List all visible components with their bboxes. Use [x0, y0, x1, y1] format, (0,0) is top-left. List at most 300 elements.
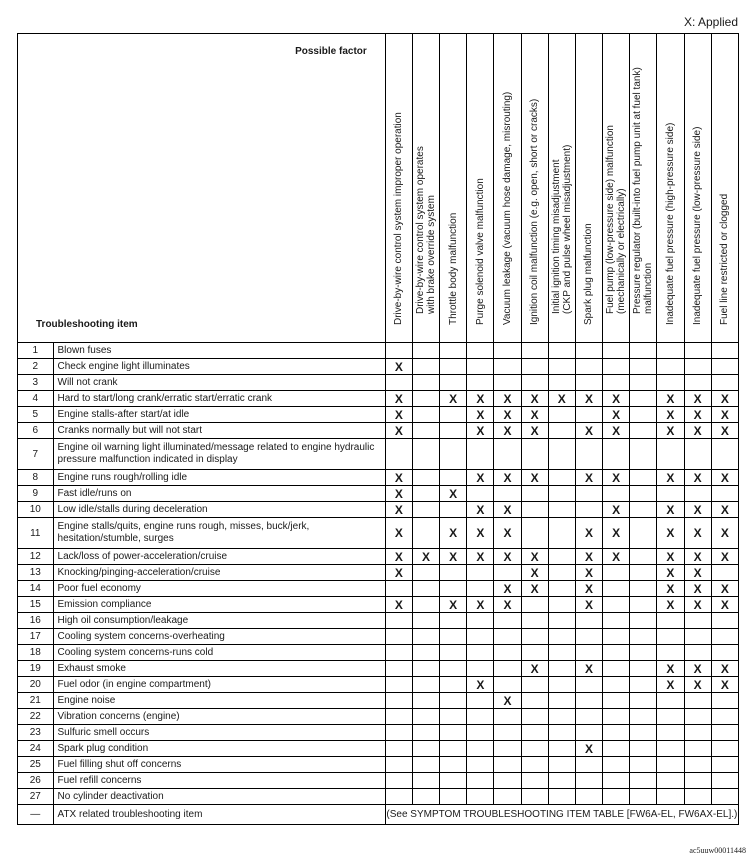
mark-cell: [548, 565, 575, 581]
table-row: [18, 725, 739, 741]
applied-mark: X: [467, 549, 494, 565]
mark-cell: [521, 757, 548, 773]
mark-cell: [467, 789, 494, 805]
applied-mark: X: [575, 581, 602, 597]
mark-cell: [575, 789, 602, 805]
applied-mark: X: [467, 407, 494, 423]
mark-cell: [385, 661, 412, 677]
mark-cell: [684, 629, 711, 645]
mark-cell: [630, 645, 657, 661]
mark-cell: [494, 613, 521, 629]
mark-cell: [603, 789, 630, 805]
applied-mark: X: [440, 597, 467, 613]
mark-cell: [440, 629, 467, 645]
row-number: 17: [18, 629, 54, 645]
applied-mark: X: [575, 741, 602, 757]
mark-cell: [412, 629, 439, 645]
applied-mark: X: [684, 549, 711, 565]
mark-cell: [630, 725, 657, 741]
legend-label: X: Applied: [683, 15, 738, 29]
applied-mark: X: [385, 597, 412, 613]
mark-cell: [385, 439, 412, 470]
mark-cell: [630, 518, 657, 549]
mark-cell: [711, 645, 738, 661]
row-item: No cylinder deactivation: [53, 789, 385, 805]
mark-cell: [467, 439, 494, 470]
mark-cell: [412, 359, 439, 375]
mark-cell: [630, 741, 657, 757]
mark-cell: [440, 645, 467, 661]
applied-mark: X: [467, 391, 494, 407]
mark-cell: [657, 343, 684, 359]
mark-cell: [440, 375, 467, 391]
mark-cell: [630, 343, 657, 359]
mark-cell: [548, 549, 575, 565]
mark-cell: [575, 709, 602, 725]
mark-cell: [494, 789, 521, 805]
mark-cell: [467, 773, 494, 789]
header-row: [18, 34, 739, 343]
mark-cell: [521, 486, 548, 502]
mark-cell: [603, 581, 630, 597]
row-item: Lack/loss of power-acceleration/cruise: [53, 549, 385, 565]
mark-cell: [440, 789, 467, 805]
mark-cell: [385, 757, 412, 773]
mark-cell: [467, 343, 494, 359]
factor-header: [630, 34, 657, 343]
applied-mark: X: [385, 423, 412, 439]
mark-cell: [657, 725, 684, 741]
row-item: Cranks normally but will not start: [53, 423, 385, 439]
row-number: 22: [18, 709, 54, 725]
mark-cell: [467, 486, 494, 502]
row-number: 2: [18, 359, 54, 375]
applied-mark: X: [657, 581, 684, 597]
factor-label: [583, 223, 594, 325]
mark-cell: [521, 677, 548, 693]
applied-mark: X: [494, 693, 521, 709]
mark-cell: [575, 375, 602, 391]
applied-mark: X: [711, 518, 738, 549]
row-number: 18: [18, 645, 54, 661]
mark-cell: [385, 375, 412, 391]
applied-mark: X: [494, 407, 521, 423]
mark-cell: [385, 789, 412, 805]
applied-mark: X: [657, 549, 684, 565]
mark-cell: [548, 502, 575, 518]
table-row: [18, 549, 739, 565]
mark-cell: [521, 375, 548, 391]
mark-cell: [385, 343, 412, 359]
mark-cell: [412, 757, 439, 773]
mark-cell: [412, 661, 439, 677]
applied-mark: X: [684, 581, 711, 597]
table-row: [18, 439, 739, 470]
mark-cell: [494, 677, 521, 693]
mark-cell: [467, 613, 494, 629]
mark-cell: [603, 343, 630, 359]
row-item: Engine noise: [53, 693, 385, 709]
factor-header: [385, 34, 412, 343]
factor-header: [575, 34, 602, 343]
mark-cell: [440, 661, 467, 677]
factor-header: [467, 34, 494, 343]
factor-header: [657, 34, 684, 343]
table-row: [18, 343, 739, 359]
applied-mark: X: [467, 518, 494, 549]
mark-cell: [412, 502, 439, 518]
mark-cell: [521, 613, 548, 629]
row-number: 14: [18, 581, 54, 597]
mark-cell: [412, 565, 439, 581]
applied-mark: X: [412, 549, 439, 565]
row-number: 5: [18, 407, 54, 423]
mark-cell: [521, 693, 548, 709]
table-row: [18, 597, 739, 613]
mark-cell: [440, 757, 467, 773]
row-item: Blown fuses: [53, 343, 385, 359]
mark-cell: [440, 693, 467, 709]
applied-mark: X: [494, 549, 521, 565]
row-item: ATX related troubleshooting item: [53, 805, 385, 825]
mark-cell: [711, 693, 738, 709]
factor-label: [415, 146, 437, 314]
mark-cell: [440, 407, 467, 423]
table-row: [18, 423, 739, 439]
mark-cell: [494, 359, 521, 375]
mark-cell: [603, 693, 630, 709]
mark-cell: [548, 518, 575, 549]
mark-cell: [494, 773, 521, 789]
applied-mark: X: [575, 597, 602, 613]
row-number: 15: [18, 597, 54, 613]
row-item: Low idle/stalls during deceleration: [53, 502, 385, 518]
mark-cell: [440, 343, 467, 359]
factor-label: [529, 99, 540, 325]
applied-mark: X: [494, 518, 521, 549]
row-item: Fast idle/runs on: [53, 486, 385, 502]
mark-cell: [521, 629, 548, 645]
mark-cell: [575, 629, 602, 645]
mark-cell: [440, 773, 467, 789]
mark-cell: [548, 486, 575, 502]
applied-mark: X: [657, 518, 684, 549]
mark-cell: [575, 343, 602, 359]
factor-header: [494, 34, 521, 343]
mark-cell: [603, 613, 630, 629]
factor-header: [440, 34, 467, 343]
factor-label-line: Inadequate fuel pressure (high-pressure side): [664, 122, 676, 325]
applied-mark: X: [521, 470, 548, 486]
factor-label-line: Purge solenoid valve malfunction: [474, 178, 486, 325]
mark-cell: [412, 709, 439, 725]
mark-cell: [494, 757, 521, 773]
mark-cell: [521, 789, 548, 805]
mark-cell: [412, 407, 439, 423]
mark-cell: [412, 693, 439, 709]
mark-cell: [684, 741, 711, 757]
row-number: 23: [18, 725, 54, 741]
mark-cell: [711, 741, 738, 757]
mark-cell: [412, 518, 439, 549]
mark-cell: [711, 773, 738, 789]
mark-cell: [630, 677, 657, 693]
mark-cell: [385, 677, 412, 693]
factor-label: [719, 194, 730, 325]
mark-cell: [575, 693, 602, 709]
possible-factor-label: Possible factor: [295, 46, 367, 57]
mark-cell: [494, 709, 521, 725]
mark-cell: [684, 645, 711, 661]
mark-cell: [630, 486, 657, 502]
mark-cell: [575, 486, 602, 502]
mark-cell: [467, 741, 494, 757]
applied-mark: X: [440, 486, 467, 502]
applied-mark: X: [521, 565, 548, 581]
mark-cell: [385, 693, 412, 709]
row-item: High oil consumption/leakage: [53, 613, 385, 629]
applied-mark: X: [385, 565, 412, 581]
mark-cell: [657, 693, 684, 709]
applied-mark: X: [603, 518, 630, 549]
row-item: Vibration concerns (engine): [53, 709, 385, 725]
table-row: [18, 407, 739, 423]
mark-cell: [603, 677, 630, 693]
row-item: Fuel refill concerns: [53, 773, 385, 789]
mark-cell: [575, 773, 602, 789]
mark-cell: [630, 709, 657, 725]
row-number: 20: [18, 677, 54, 693]
table-row: [18, 645, 739, 661]
mark-cell: [412, 789, 439, 805]
applied-mark: X: [440, 391, 467, 407]
mark-cell: [630, 629, 657, 645]
row-number: 7: [18, 439, 54, 470]
mark-cell: [467, 709, 494, 725]
table-row: [18, 693, 739, 709]
applied-mark: X: [521, 661, 548, 677]
mark-cell: [412, 677, 439, 693]
applied-mark: X: [711, 549, 738, 565]
mark-cell: [603, 629, 630, 645]
row-item: Will not crank: [53, 375, 385, 391]
factor-label: [448, 213, 459, 325]
factor-label-line: Vacuum leakage (vacuum hose damage, misrouting): [502, 91, 513, 325]
mark-cell: [684, 757, 711, 773]
factor-header: [548, 34, 575, 343]
mark-cell: [684, 693, 711, 709]
row-item: Fuel filling shut off concerns: [53, 757, 385, 773]
mark-cell: [657, 439, 684, 470]
mark-cell: [412, 423, 439, 439]
mark-cell: [440, 709, 467, 725]
mark-cell: [630, 773, 657, 789]
applied-mark: X: [684, 518, 711, 549]
mark-cell: [575, 645, 602, 661]
factor-label: [475, 178, 486, 325]
mark-cell: [548, 423, 575, 439]
mark-cell: [494, 645, 521, 661]
atx-reference-note: (See SYMPTOM TROUBLESHOOTING ITEM TABLE [FW6A-EL, FW6AX-EL].): [385, 805, 738, 825]
applied-mark: X: [684, 565, 711, 581]
mark-cell: [385, 773, 412, 789]
mark-cell: [521, 343, 548, 359]
applied-mark: X: [467, 597, 494, 613]
applied-mark: X: [575, 423, 602, 439]
mark-cell: [630, 549, 657, 565]
mark-cell: [603, 757, 630, 773]
table-row: [18, 502, 739, 518]
mark-cell: [467, 661, 494, 677]
mark-cell: [440, 565, 467, 581]
applied-mark: X: [657, 407, 684, 423]
mark-cell: [467, 693, 494, 709]
mark-cell: [684, 789, 711, 805]
applied-mark: X: [657, 423, 684, 439]
applied-mark: X: [603, 470, 630, 486]
header-corner: [18, 34, 386, 343]
applied-mark: X: [711, 391, 738, 407]
applied-mark: X: [711, 581, 738, 597]
table-row-atx: [18, 805, 739, 825]
mark-cell: [603, 741, 630, 757]
row-item: Hard to start/long crank/erratic start/erratic crank: [53, 391, 385, 407]
applied-mark: X: [711, 502, 738, 518]
mark-cell: [603, 709, 630, 725]
mark-cell: [630, 581, 657, 597]
row-number: 10: [18, 502, 54, 518]
mark-cell: [684, 486, 711, 502]
mark-cell: [630, 470, 657, 486]
applied-mark: X: [711, 597, 738, 613]
applied-mark: X: [521, 581, 548, 597]
factor-label: [692, 127, 703, 325]
mark-cell: [412, 391, 439, 407]
row-number: 8: [18, 470, 54, 486]
mark-cell: [657, 757, 684, 773]
mark-cell: [657, 486, 684, 502]
mark-cell: [467, 375, 494, 391]
mark-cell: [548, 597, 575, 613]
mark-cell: [521, 359, 548, 375]
table-row: [18, 741, 739, 757]
mark-cell: [657, 789, 684, 805]
mark-cell: [711, 709, 738, 725]
applied-mark: X: [467, 470, 494, 486]
mark-cell: [630, 359, 657, 375]
mark-cell: [711, 565, 738, 581]
applied-mark: X: [684, 597, 711, 613]
mark-cell: [494, 375, 521, 391]
mark-cell: [548, 439, 575, 470]
factor-label: [605, 125, 627, 314]
mark-cell: [575, 359, 602, 375]
applied-mark: X: [684, 470, 711, 486]
mark-cell: [412, 375, 439, 391]
applied-mark: X: [575, 549, 602, 565]
mark-cell: [630, 661, 657, 677]
applied-mark: X: [711, 661, 738, 677]
applied-mark: X: [684, 407, 711, 423]
mark-cell: [711, 359, 738, 375]
factor-label-line: Spark plug malfunction: [583, 223, 595, 325]
mark-cell: [548, 757, 575, 773]
mark-cell: [385, 613, 412, 629]
mark-cell: [711, 757, 738, 773]
row-item: Poor fuel economy: [53, 581, 385, 597]
mark-cell: [575, 407, 602, 423]
applied-mark: X: [711, 407, 738, 423]
table-row: [18, 486, 739, 502]
mark-cell: [440, 502, 467, 518]
mark-cell: [548, 343, 575, 359]
row-number: —: [18, 805, 54, 825]
factor-header: [521, 34, 548, 343]
mark-cell: [630, 693, 657, 709]
mark-cell: [711, 375, 738, 391]
table-row: [18, 565, 739, 581]
applied-mark: X: [657, 391, 684, 407]
mark-cell: [548, 613, 575, 629]
mark-cell: [521, 709, 548, 725]
mark-cell: [630, 439, 657, 470]
applied-mark: X: [494, 470, 521, 486]
mark-cell: [467, 565, 494, 581]
mark-cell: [494, 486, 521, 502]
factor-label-line: (mechanically or electrically): [616, 188, 628, 314]
table-row: [18, 661, 739, 677]
mark-cell: [603, 725, 630, 741]
applied-mark: X: [575, 661, 602, 677]
mark-cell: [711, 725, 738, 741]
mark-cell: [521, 439, 548, 470]
mark-cell: [630, 597, 657, 613]
mark-cell: [494, 741, 521, 757]
mark-cell: [412, 613, 439, 629]
factor-label-line: Ignition coil malfunction (e.g. open, short or cracks): [529, 98, 541, 325]
mark-cell: [657, 773, 684, 789]
mark-cell: [575, 439, 602, 470]
mark-cell: [521, 518, 548, 549]
mark-cell: [385, 629, 412, 645]
applied-mark: X: [684, 661, 711, 677]
mark-cell: [548, 375, 575, 391]
mark-cell: [521, 741, 548, 757]
factor-label-line: Initial ignition timing misadjustment: [550, 159, 562, 314]
mark-cell: [630, 502, 657, 518]
troubleshooting-table: [17, 33, 739, 825]
applied-mark: X: [657, 597, 684, 613]
row-item: Check engine light illuminates: [53, 359, 385, 375]
factor-label: [632, 67, 654, 314]
applied-mark: X: [684, 502, 711, 518]
row-number: 9: [18, 486, 54, 502]
mark-cell: [603, 486, 630, 502]
mark-cell: [548, 407, 575, 423]
table-row: [18, 359, 739, 375]
applied-mark: X: [657, 502, 684, 518]
row-number: 26: [18, 773, 54, 789]
table-row: [18, 518, 739, 549]
mark-cell: [684, 709, 711, 725]
table-row: [18, 677, 739, 693]
applied-mark: X: [684, 391, 711, 407]
mark-cell: [630, 407, 657, 423]
table-row: [18, 629, 739, 645]
mark-cell: [440, 741, 467, 757]
mark-cell: [548, 709, 575, 725]
factor-label-line: Drive-by-wire control system improper operation: [393, 112, 405, 325]
